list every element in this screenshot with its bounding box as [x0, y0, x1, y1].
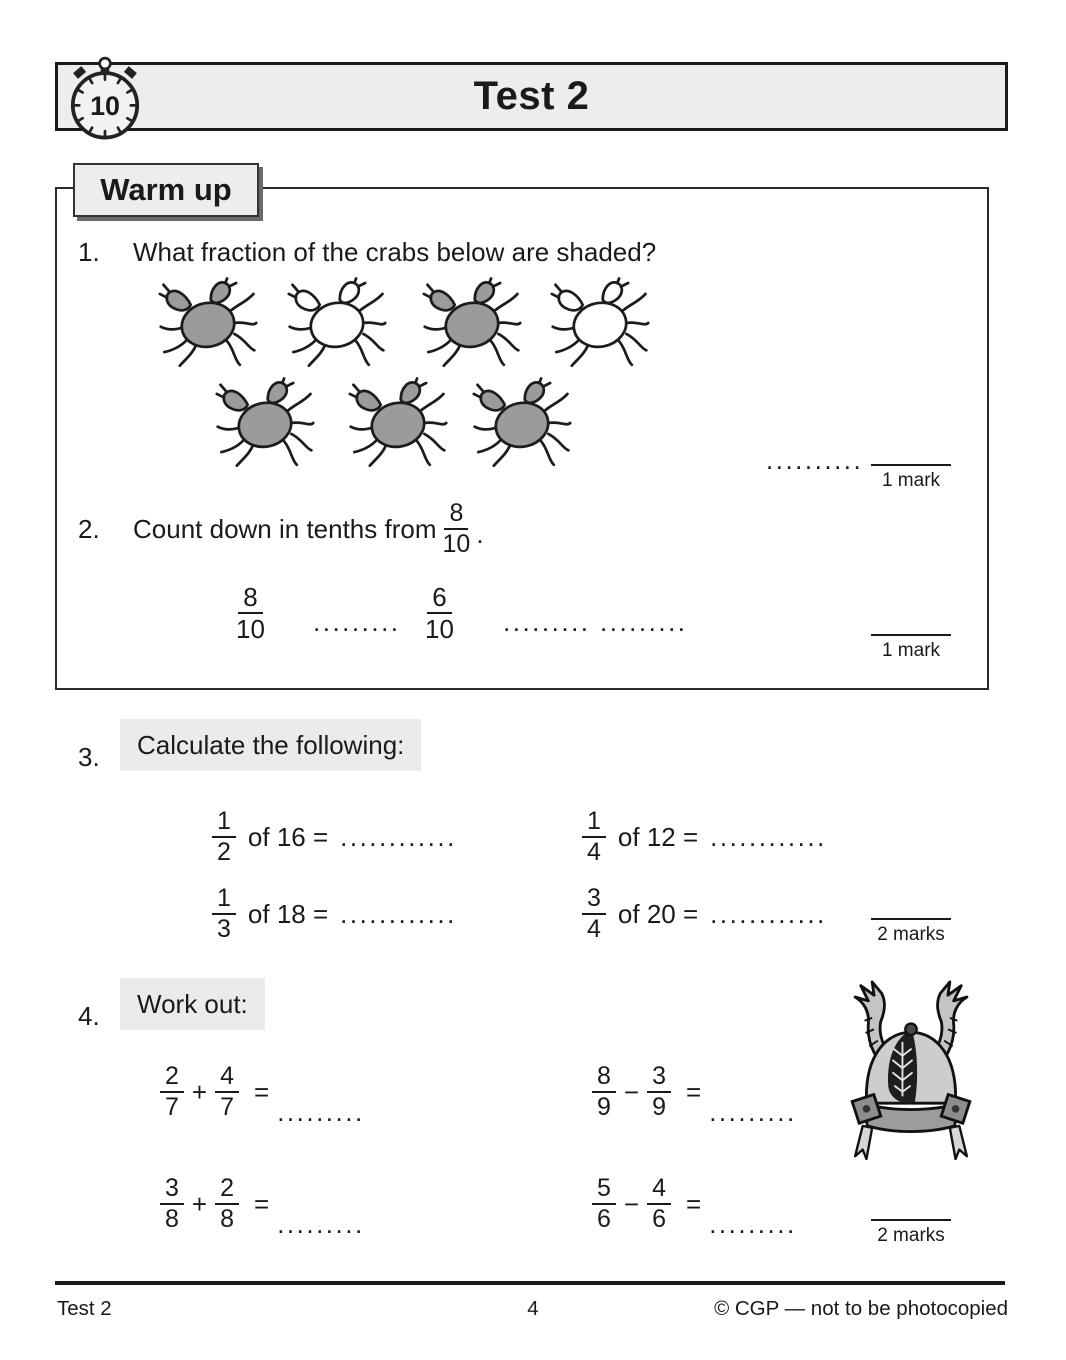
question-2	[78, 500, 484, 558]
crab-illustration	[158, 277, 258, 369]
mark-line	[871, 464, 951, 466]
mark-line	[871, 1219, 951, 1221]
q2-seq-dots-3: .........	[600, 607, 688, 637]
q2-seq-fraction-1: $\frac{8}{10}$	[236, 582, 265, 645]
q3-item-4: $\frac{3}{4}$ of 20 = ............	[582, 885, 827, 943]
equals-sign: =	[254, 1076, 270, 1107]
q4-mark	[871, 1219, 951, 1247]
viking-helmet-illustration	[830, 980, 992, 1160]
q4-item-1: $\frac{2}{7}$ + $\frac{4}{7}$ = .........	[160, 1063, 365, 1121]
q3-item-2: $\frac{1}{4}$ of 12 = ............	[582, 808, 827, 866]
q1-answer-dots: ..........	[766, 445, 864, 475]
q4-item-4: $\frac{5}{6}$ − $\frac{4}{6}$ = .........	[592, 1175, 797, 1233]
q2-seq-fraction-2: $\frac{6}{10}$	[425, 582, 454, 645]
operator: +	[191, 1076, 208, 1107]
test-header-bar	[55, 62, 1008, 131]
question-1-text: What fraction of the crabs below are shaded?	[133, 237, 657, 267]
q4-mark-label: 2 marks	[877, 1225, 945, 1246]
answer-dots: ............	[340, 821, 457, 852]
question-2-number: 2.	[78, 513, 100, 544]
crab-illustration	[422, 277, 522, 369]
answer-dots: .........	[277, 1209, 365, 1239]
answer-dots: ............	[340, 898, 457, 929]
question-4-number: 4.	[78, 1001, 100, 1031]
question-3-number: 3.	[78, 742, 100, 772]
mark-line	[871, 918, 951, 920]
operator: +	[191, 1188, 208, 1219]
operator: −	[623, 1188, 640, 1219]
footer-copyright: © CGP — not to be photocopied	[714, 1297, 1008, 1320]
q4-item-3: $\frac{3}{8}$ + $\frac{2}{8}$ = .........	[160, 1175, 365, 1233]
answer-dots: .........	[277, 1097, 365, 1127]
equals-sign: =	[686, 1076, 702, 1107]
q2-mark-label: 1 mark	[881, 640, 941, 661]
answer-dots: .........	[709, 1097, 797, 1127]
q1-mark	[871, 464, 951, 492]
q4-item-2: $\frac{8}{9}$ − $\frac{3}{9}$ = .........	[592, 1063, 797, 1121]
q2-seq-dots-1: .........	[313, 607, 401, 637]
footer-page-number: 4	[527, 1297, 539, 1320]
question-4-heading: Work out:	[120, 989, 265, 1020]
footer-rule	[55, 1281, 1005, 1285]
stopwatch-icon	[62, 56, 148, 144]
question-2-text: Count down in tenths from	[133, 513, 437, 544]
q3-mark	[871, 918, 951, 946]
crab-illustration	[287, 277, 387, 369]
equals-sign: =	[254, 1188, 270, 1219]
q2-mark	[871, 634, 951, 662]
equals-sign: =	[686, 1188, 702, 1219]
mark-line	[871, 634, 951, 636]
question-3-heading: Calculate the following:	[120, 730, 421, 761]
operator: −	[623, 1076, 640, 1107]
question-1-number: 1.	[78, 237, 100, 267]
answer-dots: .........	[709, 1209, 797, 1239]
answer-dots: ............	[710, 821, 827, 852]
crab-illustration	[550, 277, 650, 369]
q3-item-3: $\frac{1}{3}$ of 18 = ............	[212, 885, 457, 943]
page-title: Test 2	[473, 74, 590, 118]
answer-dots: ............	[710, 898, 827, 929]
crab-illustration	[472, 377, 572, 469]
crab-illustration	[215, 377, 315, 469]
q2-sentence-period: .	[476, 519, 484, 549]
timer-minutes: 10	[90, 91, 120, 122]
footer-test-name: Test 2	[57, 1297, 112, 1320]
q3-item-1: $\frac{1}{2}$ of 16 = ............	[212, 808, 457, 866]
q2-start-fraction: $\frac{8}{10}$	[442, 499, 471, 558]
question-1	[78, 237, 656, 268]
warmup-label: Warm up	[73, 163, 259, 217]
q3-mark-label: 2 marks	[877, 924, 945, 945]
q1-mark-label: 1 mark	[881, 470, 941, 491]
crab-illustration	[348, 377, 448, 469]
q2-seq-dots-2: .........	[503, 607, 591, 637]
